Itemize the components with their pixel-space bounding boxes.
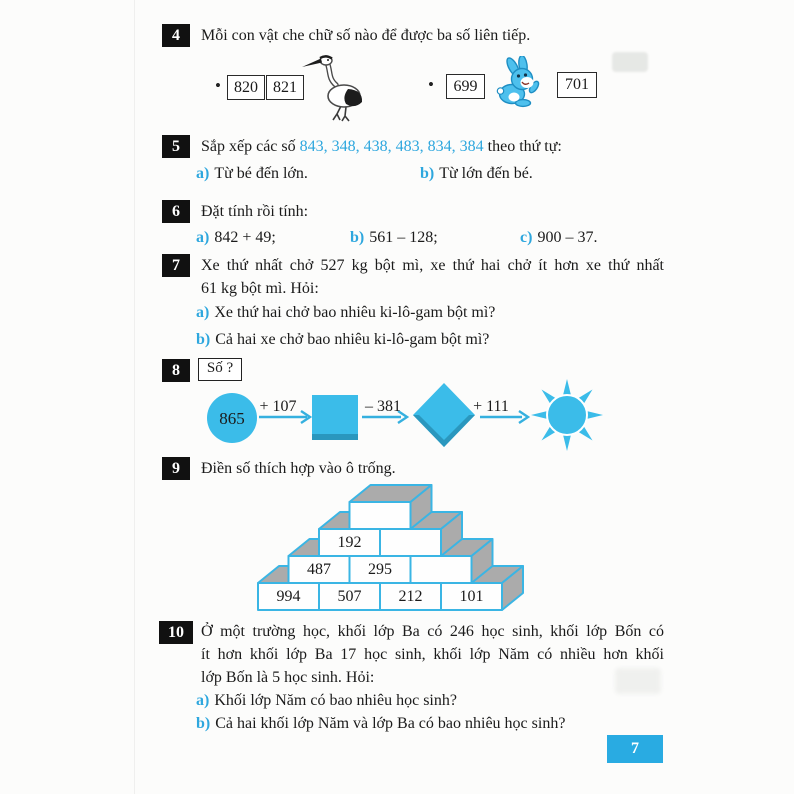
scan-smudge	[615, 668, 661, 694]
title-prefix: Sắp xếp các số	[201, 138, 296, 155]
exercise-5-title	[201, 137, 562, 157]
exercise-7-badge: 7	[162, 254, 190, 277]
pyramid-cell: 507	[337, 588, 362, 605]
exercise-10-line2: ít hơn khối lớp Ba 17 học sinh, khối lớp Năm có nhiều hơn khối	[201, 646, 664, 663]
number-box-699: 699	[446, 74, 485, 99]
exercise-10-item-a	[196, 691, 457, 711]
chain-op1: + 107	[259, 398, 297, 415]
scan-fold-line	[134, 0, 135, 794]
item-b-label: b)	[350, 229, 365, 246]
sun-shape	[531, 379, 603, 451]
exercise-4-badge: 4	[162, 24, 190, 47]
number-box-821: 821	[266, 75, 304, 100]
item-a-label: a)	[196, 692, 210, 709]
exercise-6-item-b	[350, 228, 438, 248]
exercise-5-item-a	[196, 164, 308, 184]
exercise-9-badge: 9	[162, 457, 190, 480]
title-numbers: 843, 348, 438, 483, 834, 384	[299, 138, 484, 155]
exercise-10-line3: lớp Bốn là 5 học sinh. Hỏi:	[201, 669, 375, 686]
item-b-label: b)	[420, 165, 435, 182]
exercise-6-item-c	[520, 228, 597, 248]
exercise-10-badge: 10	[159, 621, 193, 644]
exercise-6-title: Đặt tính rồi tính:	[201, 203, 309, 220]
chain-start-value: 865	[219, 409, 245, 428]
pyramid-cell	[411, 556, 472, 583]
rabbit-image	[492, 56, 550, 110]
exercise-4-title: Mỗi con vật che chữ số nào để được ba số liên tiếp.	[201, 27, 531, 44]
number-chain-diagram	[195, 372, 615, 460]
chain-op3: + 111	[473, 398, 509, 415]
item-a-text: Khối lớp Năm có bao nhiêu học sinh?	[214, 692, 457, 709]
pyramid-cell: 487	[307, 561, 331, 578]
exercise-6-badge: 6	[162, 200, 190, 223]
pyramid-cell: 212	[398, 588, 423, 605]
exercise-10-item-b	[196, 714, 565, 734]
exercise-9-title: Điền số thích hợp vào ô trống.	[201, 460, 396, 477]
exercise-6-item-a	[196, 228, 276, 248]
item-b-label: b)	[196, 331, 211, 348]
item-a-label: a)	[196, 304, 210, 321]
item-a-label: a)	[196, 165, 210, 182]
stork-image	[300, 50, 366, 122]
diamond-shape	[413, 383, 475, 447]
item-b-text: 561 – 128;	[369, 229, 438, 246]
pyramid-cell	[350, 502, 411, 529]
bullet: •	[215, 76, 221, 95]
item-b-text: Cả hai xe chở bao nhiêu ki-lô-gam bột mì?	[215, 331, 490, 348]
exercise-7-line1: Xe thứ nhất chở 527 kg bột mì, xe thứ hai chở ít hơn xe thứ nhất	[201, 257, 664, 274]
pyramid-cell	[380, 529, 441, 556]
exercise-5-badge: 5	[162, 135, 190, 158]
exercise-7-line2: 61 kg bột mì. Hỏi:	[201, 280, 319, 297]
square-shape	[312, 395, 358, 440]
item-b-text: Từ lớn đến bé.	[439, 165, 533, 182]
item-c-text: 900 – 37.	[537, 229, 598, 246]
exercise-7-item-a	[196, 303, 495, 323]
page-number-tab: 7	[607, 735, 663, 763]
exercise-10-line1: Ở một trường học, khối lớp Ba có 246 học sinh, khối lớp Bốn có	[201, 623, 664, 640]
item-a-label: a)	[196, 229, 210, 246]
so-prompt-box: Số ?	[198, 358, 242, 381]
pyramid-cell: 101	[459, 588, 484, 605]
chain-op2: – 381	[365, 398, 401, 415]
item-a-text: Xe thứ hai chở bao nhiêu ki-lô-gam bột mì?	[214, 304, 496, 321]
number-box-820: 820	[227, 75, 265, 100]
pyramid-cell: 295	[368, 561, 392, 578]
number-box-701: 701	[557, 72, 597, 98]
bullet: •	[428, 75, 434, 94]
pyramid-cell: 994	[276, 588, 301, 605]
item-c-label: c)	[520, 229, 533, 246]
exercise-7-item-b	[196, 330, 489, 350]
pyramid-cell: 192	[337, 534, 362, 551]
exercise-8-badge: 8	[162, 359, 190, 382]
exercise-5-item-b	[420, 164, 533, 184]
item-a-text: Từ bé đến lớn.	[214, 165, 308, 182]
item-b-label: b)	[196, 715, 211, 732]
title-suffix: theo thứ tự:	[487, 138, 562, 155]
scan-smudge	[612, 52, 648, 72]
item-a-text: 842 + 49;	[214, 229, 276, 246]
item-b-text: Cả hai khối lớp Năm và lớp Ba có bao nhiêu học sinh?	[215, 715, 566, 732]
